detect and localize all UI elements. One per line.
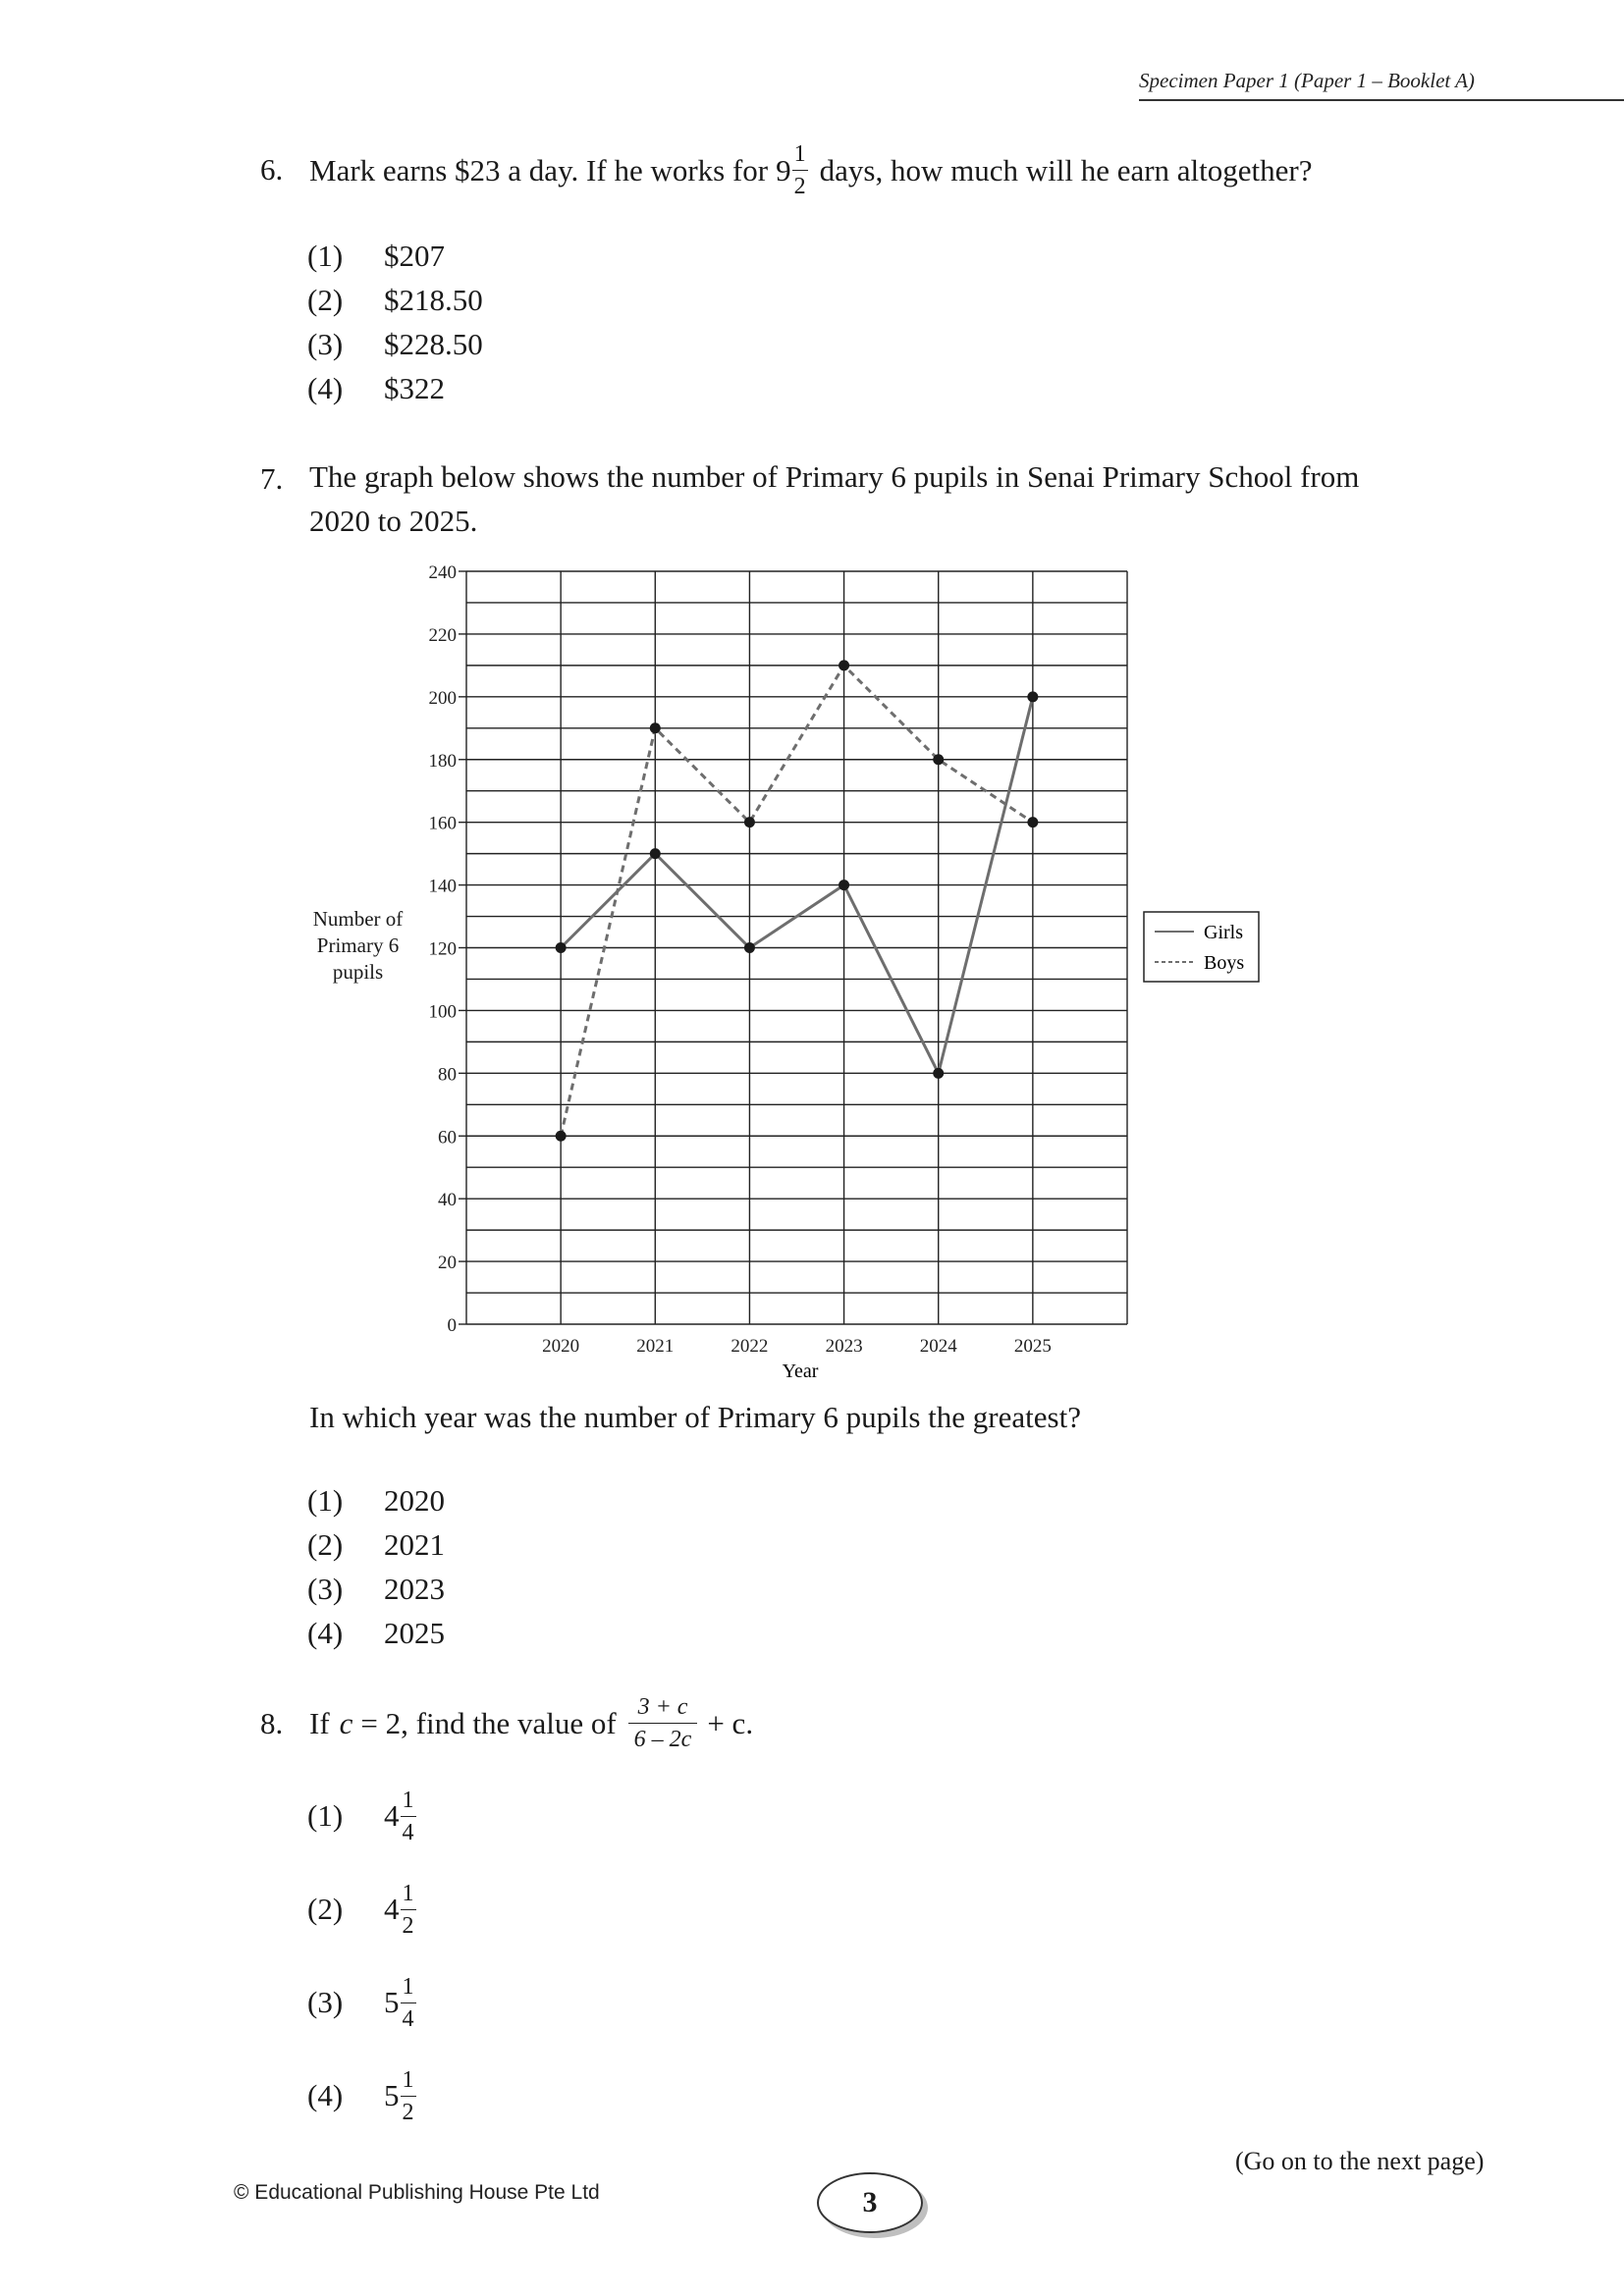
q8-denominator: 6 – 2c xyxy=(633,1726,692,1752)
q7-line-2: 2020 to 2025. xyxy=(309,504,478,538)
chart-x-axis-title: Year xyxy=(782,1361,819,1382)
option-mixed-number xyxy=(384,1882,416,1938)
y-tick-label: 0 xyxy=(447,1315,457,1336)
option-numerator: 1 xyxy=(401,1975,416,2003)
q8-variable: c xyxy=(339,1705,353,1740)
x-tick-label: 2023 xyxy=(825,1336,863,1357)
q8-option-4[interactable] xyxy=(307,2058,416,2133)
y-tick-label: 20 xyxy=(438,1253,457,1274)
data-point-boys xyxy=(933,754,944,765)
q6-denominator: 2 xyxy=(793,173,806,199)
q7-number: 7. xyxy=(260,461,284,496)
option-denominator: 2 xyxy=(402,2099,414,2125)
option-label: (4) xyxy=(307,2078,344,2112)
y-tick-label: 40 xyxy=(438,1190,457,1211)
q7-option-4[interactable] xyxy=(307,1616,445,1651)
option-value: $322 xyxy=(384,371,445,405)
q8-stem xyxy=(309,1683,753,1762)
x-tick-label: 2020 xyxy=(542,1336,580,1357)
q8-text-before: If xyxy=(309,1705,330,1740)
q6-numerator: 1 xyxy=(792,142,808,171)
option-label: (3) xyxy=(307,327,344,361)
y-tick-label: 240 xyxy=(428,562,457,583)
option-value: 2023 xyxy=(384,1572,445,1606)
q6-number: 6. xyxy=(260,152,284,187)
y-tick-label: 60 xyxy=(438,1127,457,1148)
option-whole: 4 xyxy=(384,1892,400,1926)
y-axis-title-line: pupils xyxy=(332,960,384,984)
option-numerator: 1 xyxy=(401,1789,416,1817)
data-point-boys xyxy=(1027,817,1038,828)
option-whole: 5 xyxy=(384,2078,400,2112)
q6-text-before: Mark earns $23 a day. If he works for xyxy=(309,152,769,187)
option-numerator: 1 xyxy=(401,2068,416,2097)
data-point-girls xyxy=(650,848,661,859)
option-denominator: 4 xyxy=(402,2005,414,2032)
option-label: (1) xyxy=(307,1798,344,1833)
option-value: $228.50 xyxy=(384,327,483,361)
option-denominator: 2 xyxy=(402,1912,414,1939)
option-fraction xyxy=(401,1789,416,1844)
page-number-text: 3 xyxy=(862,2186,878,2218)
y-tick-label: 80 xyxy=(438,1064,457,1086)
option-label: (1) xyxy=(307,1483,344,1518)
data-point-girls xyxy=(933,1068,944,1079)
copyright: © Educational Publishing House Pte Ltd xyxy=(234,2181,600,2204)
y-tick-label: 220 xyxy=(428,624,457,646)
option-value: 2020 xyxy=(384,1483,445,1518)
option-numerator: 1 xyxy=(401,1882,416,1910)
series-line-boys xyxy=(561,666,1033,1136)
q6-whole: 9 xyxy=(776,152,791,187)
option-label: (2) xyxy=(307,283,344,317)
q7-option-2[interactable] xyxy=(307,1527,445,1563)
x-tick-label: 2024 xyxy=(919,1336,957,1357)
option-label: (4) xyxy=(307,1616,344,1650)
option-value: 2021 xyxy=(384,1527,445,1562)
q8-option-3[interactable] xyxy=(307,1965,416,2040)
option-label: (3) xyxy=(307,1572,344,1606)
option-mixed-number xyxy=(384,2068,416,2124)
q6-text-after: days, how much will he earn altogether? xyxy=(819,152,1313,187)
option-denominator: 4 xyxy=(402,1819,414,1845)
data-point-girls xyxy=(1027,691,1038,702)
legend-boys-label: Boys xyxy=(1204,952,1245,974)
page-number xyxy=(817,2172,923,2233)
y-axis-title-line: Number of xyxy=(312,907,404,931)
x-tick-label: 2025 xyxy=(1013,1336,1052,1357)
x-tick-label: 2021 xyxy=(636,1336,675,1357)
q8-equation-text: = 2, find the value of xyxy=(360,1705,617,1740)
q7-option-1[interactable] xyxy=(307,1483,445,1519)
chart-legend xyxy=(1144,912,1259,982)
y-tick-label: 100 xyxy=(428,1001,457,1023)
chart-axes xyxy=(429,562,1052,1357)
q8-fraction xyxy=(628,1695,698,1751)
chart-series xyxy=(556,660,1039,1141)
option-value: $218.50 xyxy=(384,283,483,317)
data-point-boys xyxy=(650,722,661,733)
data-point-girls xyxy=(744,942,755,953)
option-label: (2) xyxy=(307,1527,344,1562)
option-value: 2025 xyxy=(384,1616,445,1650)
q7-option-3[interactable] xyxy=(307,1572,445,1607)
data-point-girls xyxy=(556,942,567,953)
legend-girls-label: Girls xyxy=(1204,922,1243,943)
q8-option-2[interactable] xyxy=(307,1872,416,1947)
data-point-boys xyxy=(744,817,755,828)
option-mixed-number xyxy=(384,1975,416,2031)
x-tick-label: 2022 xyxy=(731,1336,769,1357)
q8-text-after: + c. xyxy=(707,1705,754,1740)
y-axis-title-line: Primary 6 xyxy=(316,934,400,957)
option-label: (3) xyxy=(307,1985,344,2019)
q7-question: In which year was the number of Primary 6 pupils the greatest? xyxy=(309,1400,1081,1434)
q7-line-1: The graph below shows the number of Primary 6 pupils in Senai Primary School from xyxy=(309,459,1360,494)
q8-number: 8. xyxy=(260,1706,284,1740)
y-tick-label: 120 xyxy=(428,938,457,960)
q8-option-1[interactable] xyxy=(307,1779,416,1853)
option-label: (4) xyxy=(307,371,344,405)
y-tick-label: 140 xyxy=(428,876,457,897)
data-point-boys xyxy=(556,1131,567,1142)
option-whole: 4 xyxy=(384,1798,400,1833)
option-mixed-number xyxy=(384,1789,416,1844)
y-tick-label: 160 xyxy=(428,813,457,834)
option-label: (2) xyxy=(307,1892,344,1926)
option-value: $207 xyxy=(384,239,445,273)
go-on-next-page: (Go on to the next page) xyxy=(1235,2147,1485,2175)
option-whole: 5 xyxy=(384,1985,400,2019)
option-fraction xyxy=(401,2068,416,2124)
y-tick-label: 200 xyxy=(428,687,457,709)
data-point-boys xyxy=(839,660,849,670)
q8-numerator: 3 + c xyxy=(628,1695,698,1724)
data-point-girls xyxy=(839,880,849,890)
page-header: Specimen Paper 1 (Paper 1 – Booklet A) xyxy=(1139,69,1475,92)
y-tick-label: 180 xyxy=(428,750,457,772)
option-label: (1) xyxy=(307,239,344,273)
option-fraction xyxy=(401,1882,416,1938)
option-fraction xyxy=(401,1975,416,2031)
